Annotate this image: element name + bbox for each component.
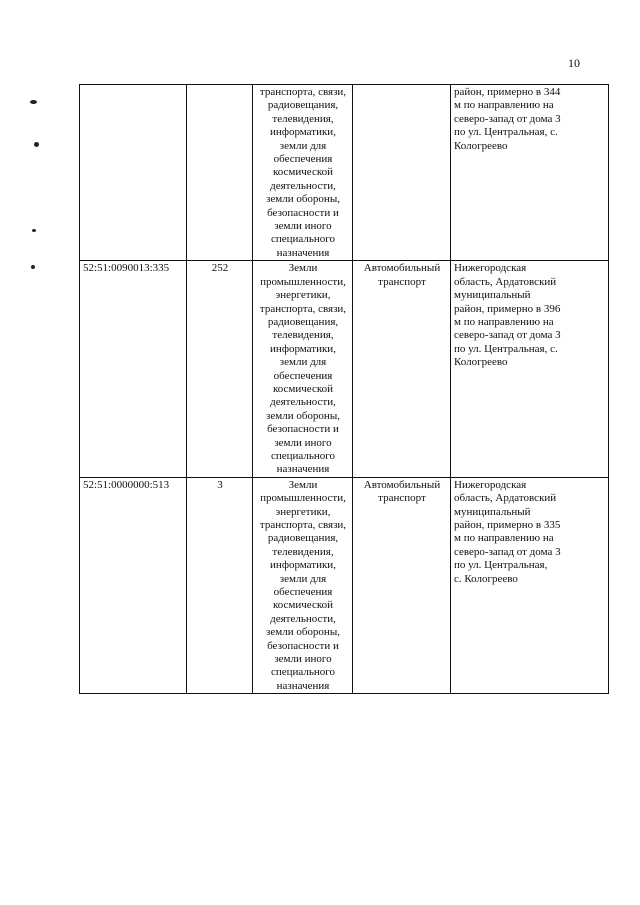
table-row: [80, 261, 609, 478]
scan-speck: [34, 142, 39, 147]
land-category-cell: Земли промышленности, энергетики, транспорта, связи, радиовещания, телевидения, информатики, земли для обеспечения космической деятельности, земли обороны, безопасности и земли иного специального назначения: [253, 477, 353, 694]
cadastral-number-cell: 52:51:0090013:335: [80, 261, 187, 478]
cadastral-number-cell: 52:51:0000000:513: [80, 477, 187, 694]
permitted-use-cell: Автомобильный транспорт: [353, 261, 451, 478]
location-cell: Нижегородская область, Ардатовский муниципальный район, примерно в 396 м по направлению на северо-запад от дома 3 по ул. Центральная, с. Кологреево: [451, 261, 609, 478]
cadastral-number-cell: [80, 85, 187, 261]
land-category-cell: транспорта, связи, радиовещания, телевидения, информатики, земли для обеспечения космической деятельности, земли обороны, безопасности и земли иного специального назначения: [253, 85, 353, 261]
land-plots-table: [79, 84, 609, 694]
scan-speck: [31, 265, 35, 269]
area-cell: [187, 85, 253, 261]
area-cell: 252: [187, 261, 253, 478]
page-number: 10: [568, 56, 580, 70]
table-row: [80, 477, 609, 694]
area-cell: 3: [187, 477, 253, 694]
scan-speck: [30, 100, 37, 104]
location-cell: район, примерно в 344 м по направлению на северо-запад от дома 3 по ул. Центральная, с. Кологреево: [451, 85, 609, 261]
scan-speck: [32, 229, 36, 232]
permitted-use-cell: [353, 85, 451, 261]
table-row: [80, 85, 609, 261]
location-cell: Нижегородская область, Ардатовский муниципальный район, примерно в 335 м по направлению на северо-запад от дома 3 по ул. Центральная, с. Кологреево: [451, 477, 609, 694]
permitted-use-cell: Автомобильный транспорт: [353, 477, 451, 694]
land-category-cell: Земли промышленности, энергетики, транспорта, связи, радиовещания, телевидения, информатики, земли для обеспечения космической деятельности, земли обороны, безопасности и земли иного специального назначения: [253, 261, 353, 478]
